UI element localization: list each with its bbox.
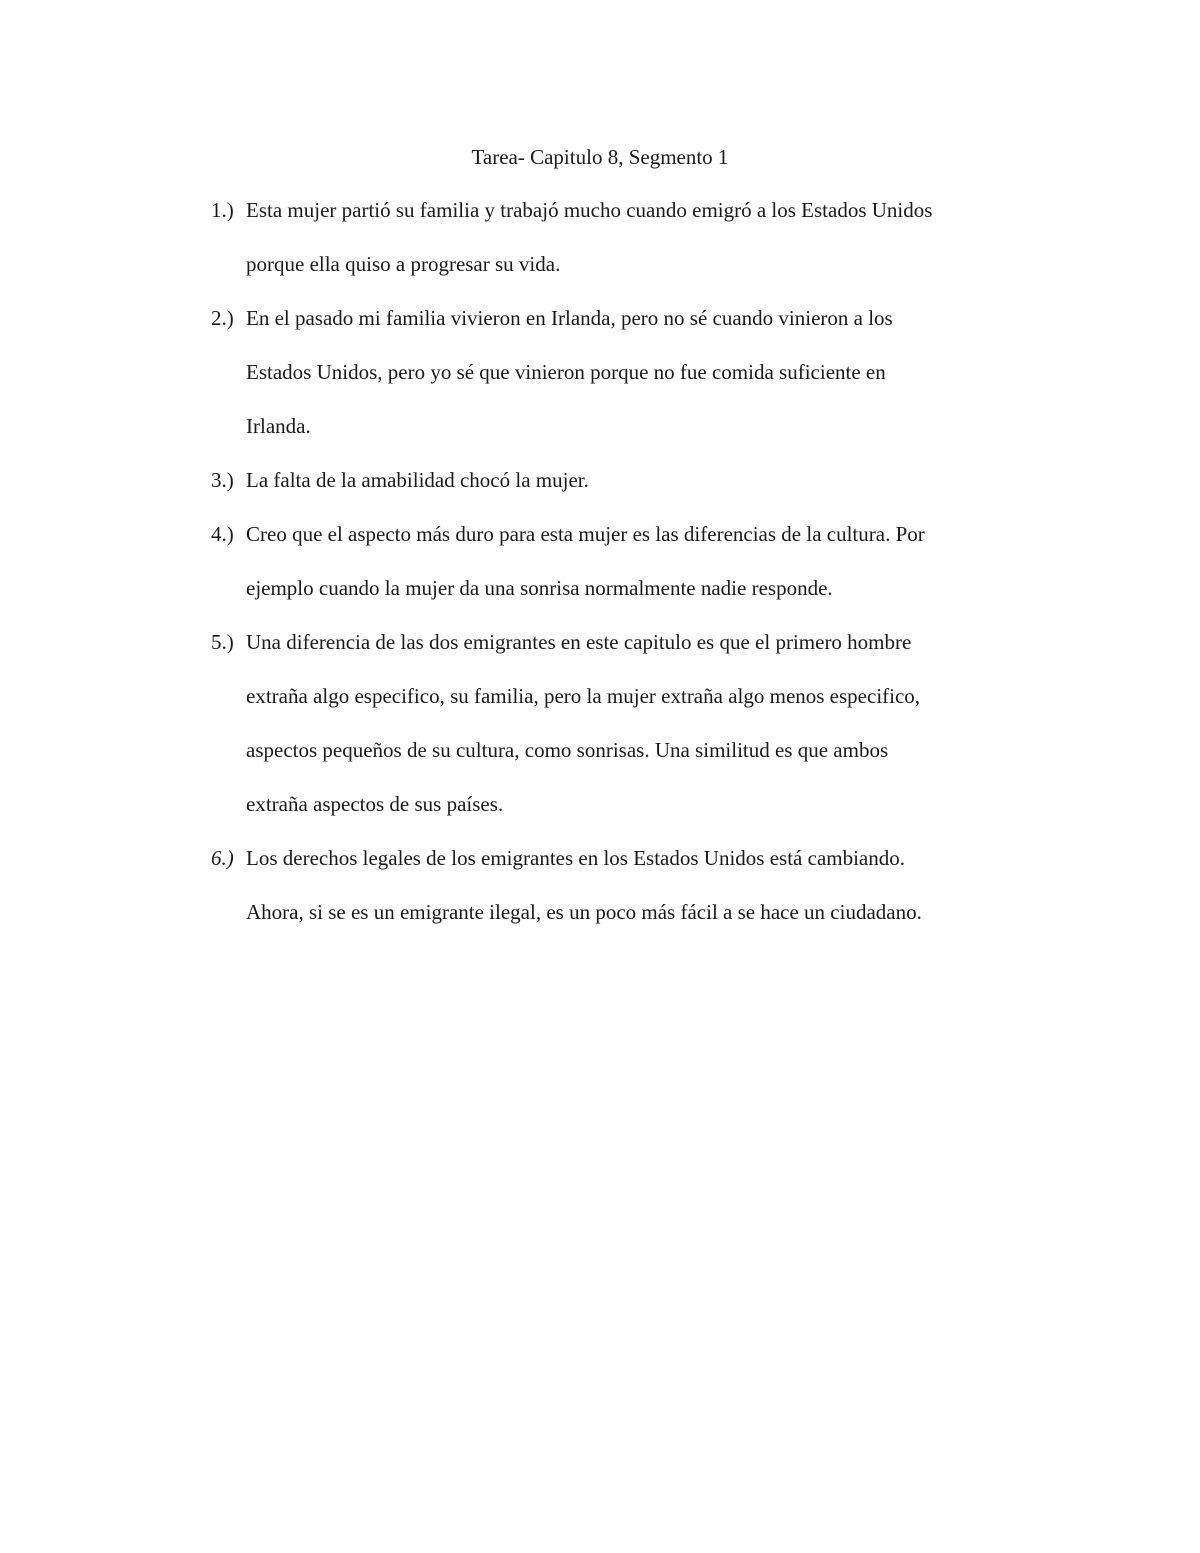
document-title: Tarea- Capitulo 8, Segmento 1 <box>471 145 729 169</box>
item-text-line: Ahora, si se es un emigrante ilegal, es un poco más fácil a se hace un ciudadano. <box>246 900 922 924</box>
item-text-line: La falta de la amabilidad chocó la mujer. <box>246 468 589 492</box>
item-number: 5.) <box>211 630 234 654</box>
item-text-line: Creo que el aspecto más duro para esta mujer es las diferencias de la cultura. Por <box>246 522 925 546</box>
item-text-line: En el pasado mi familia vivieron en Irlanda, pero no sé cuando vinieron a los <box>246 306 893 330</box>
list-item <box>0 831 1200 939</box>
item-text-line: Una diferencia de las dos emigrantes en este capitulo es que el primero hombre <box>246 630 912 654</box>
item-number: 6.) <box>211 846 234 870</box>
item-number: 2.) <box>211 306 234 330</box>
item-number: 1.) <box>211 198 234 222</box>
item-text-line: aspectos pequeños de su cultura, como sonrisas. Una similitud es que ambos <box>246 738 889 762</box>
answer-list <box>0 183 1200 939</box>
list-item <box>0 453 1200 507</box>
list-item <box>0 183 1200 291</box>
item-text-line: extraña algo especifico, su familia, pero la mujer extraña algo menos especifico, <box>246 684 921 708</box>
item-text-line: Los derechos legales de los emigrantes en los Estados Unidos está cambiando. <box>246 846 905 870</box>
list-item <box>0 507 1200 615</box>
item-text-line: Irlanda. <box>246 414 311 438</box>
item-number: 4.) <box>211 522 234 546</box>
item-text-line: ejemplo cuando la mujer da una sonrisa normalmente nadie responde. <box>246 576 833 600</box>
item-text-line: Estados Unidos, pero yo sé que vinieron porque no fue comida suficiente en <box>246 360 886 384</box>
item-text-line: extraña aspectos de sus países. <box>246 792 504 816</box>
item-number: 3.) <box>211 468 234 492</box>
list-item <box>0 291 1200 453</box>
item-text-line: Esta mujer partió su familia y trabajó mucho cuando emigró a los Estados Unidos <box>246 198 933 222</box>
item-text-line: porque ella quiso a progresar su vida. <box>246 252 561 276</box>
list-item <box>0 615 1200 831</box>
